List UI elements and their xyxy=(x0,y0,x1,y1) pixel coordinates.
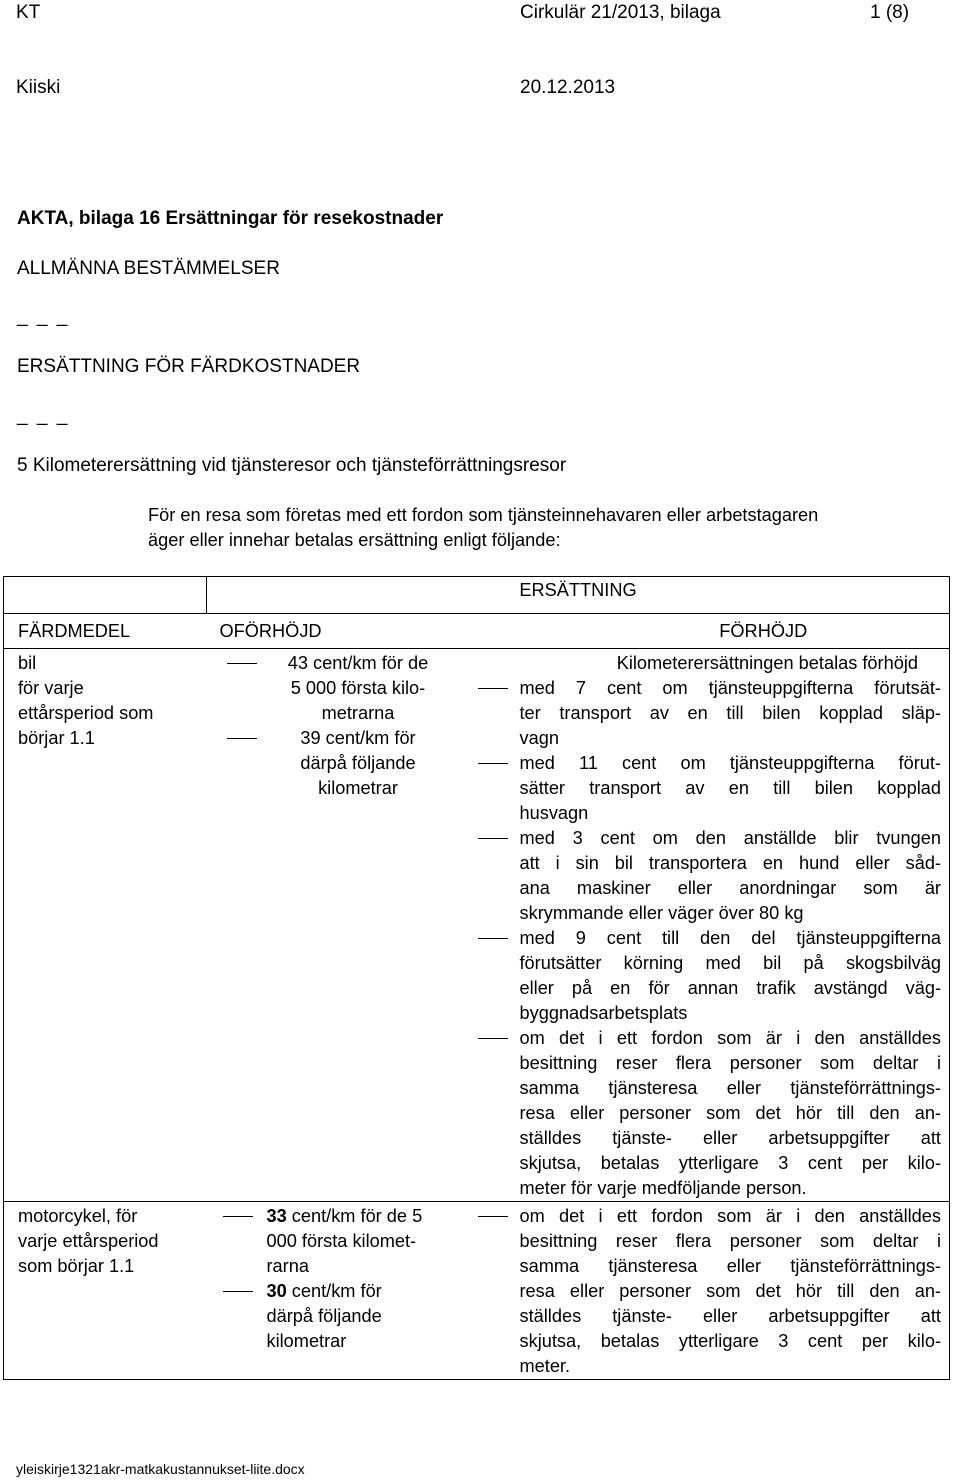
dash-bullet xyxy=(478,763,508,764)
list-item: 33 cent/km för de 5 000 första kilomet- rarna xyxy=(223,1204,448,1279)
general-provisions-heading: ALLMÄNNA BESTÄMMELSER xyxy=(17,258,280,279)
vehicle-column-header: FÄRDMEDEL xyxy=(4,614,207,649)
vehicle-cell: bil för varje ettårsperiod som börjar 1.1 xyxy=(4,649,207,1202)
table-row-motorcycle xyxy=(4,1202,950,1380)
dash-bullet xyxy=(223,1216,253,1217)
normal-rate-cell xyxy=(207,649,468,1202)
table-row-car xyxy=(4,649,950,1202)
dash-bullet xyxy=(478,838,508,839)
dash-bullet xyxy=(478,688,508,689)
compensation-header: ERSÄTTNING xyxy=(207,577,950,614)
intro-line: äger eller innehar betalas ersättning enligt följande: xyxy=(148,530,561,550)
list-item: 30 cent/km för därpå följande kilometrar xyxy=(223,1279,448,1354)
list-item: med 7 cent om tjänsteuppgifterna förutsät- ter transport av en till bilen kopplad släp- vagn xyxy=(476,676,942,751)
header-code: KT xyxy=(16,2,41,23)
rate-number: 33 xyxy=(266,1206,287,1226)
intro-paragraph xyxy=(148,503,956,553)
vehicle-cell: motorcykel, för varje ettårsperiod som börjar 1.1 xyxy=(4,1202,207,1380)
compensation-table xyxy=(3,576,950,1380)
list-item: om det i ett fordon som är i den anställdes besittning reser flera personer som deltar i samma tjänsteresa eller tjänsteförrättnings- resa eller personer som det hör till den an- ställdes tjänste- eller arbetsuppgifter att skjutsa, betalas ytterligare 3 cent per kilo- meter för varje medföljande person. xyxy=(476,1026,942,1201)
header-author: Kiiski xyxy=(16,77,61,98)
rate-number: 30 xyxy=(266,1281,287,1301)
section-heading: ERSÄTTNING FÖR FÄRDKOSTNADER xyxy=(17,356,361,377)
raised-intro: Kilometerersättningen betalas förhöjd xyxy=(616,653,918,673)
raised-rate-column-header: FÖRHÖJD xyxy=(468,614,950,649)
dash-bullet xyxy=(227,738,257,739)
normal-rate-column-header: OFÖRHÖJD xyxy=(207,614,468,649)
dash-bullet xyxy=(227,663,257,664)
dash-bullet xyxy=(223,1291,253,1292)
header-circular: Cirkulär 21/2013, bilaga xyxy=(520,2,721,23)
list-item: om det i ett fordon som är i den anställdes besittning reser flera personer som deltar i samma tjänsteresa eller tjänsteförrättnings- resa eller personer som det hör till den an- ställdes tjänste- eller arbetsuppgifter att skjutsa, betalas ytterligare 3 cent per kilo- meter. xyxy=(476,1204,942,1379)
omission-marker: _ _ _ xyxy=(17,405,70,426)
dash-bullet xyxy=(478,1216,508,1217)
list-item: med 3 cent om den anställde blir tvungen att i sin bil transportera en hund eller såd- ana maskiner eller anordningar som är skrymmande eller väger över 80 kg xyxy=(476,826,942,926)
omission-marker: _ _ _ xyxy=(17,306,70,327)
raised-rate-cell xyxy=(468,1202,950,1380)
list-item: med 9 cent till den del tjänsteuppgifterna förutsätter körning med bil på skogsbilväg eller på en för annan trafik avstängd väg- byggnadsarbetsplats xyxy=(476,926,942,1026)
list-item: med 11 cent om tjänsteuppgifterna förut- sätter transport av en till bilen kopplad husvagn xyxy=(476,751,942,826)
header-page-number: 1 (8) xyxy=(870,2,910,23)
list-item: 43 cent/km för de 5 000 första kilo- metrarna xyxy=(227,651,448,726)
subsection-heading: 5 Kilometerersättning vid tjänsteresor och tjänsteförrättningsresor xyxy=(17,455,567,476)
header-date: 20.12.2013 xyxy=(520,77,616,98)
list-item: 39 cent/km för därpå följande kilometrar xyxy=(227,726,448,801)
document-title: AKTA, bilaga 16 Ersättningar för resekostnader xyxy=(17,208,444,229)
intro-line: För en resa som företas med ett fordon som tjänsteinnehavaren eller arbetstagaren xyxy=(148,505,819,525)
dash-bullet xyxy=(478,1038,508,1039)
dash-bullet xyxy=(478,938,508,939)
raised-rate-cell xyxy=(468,649,950,1202)
normal-rate-cell xyxy=(207,1202,468,1380)
footer-filename: yleiskirje1321akr-matkakustannukset-liite.docx xyxy=(16,1461,305,1477)
